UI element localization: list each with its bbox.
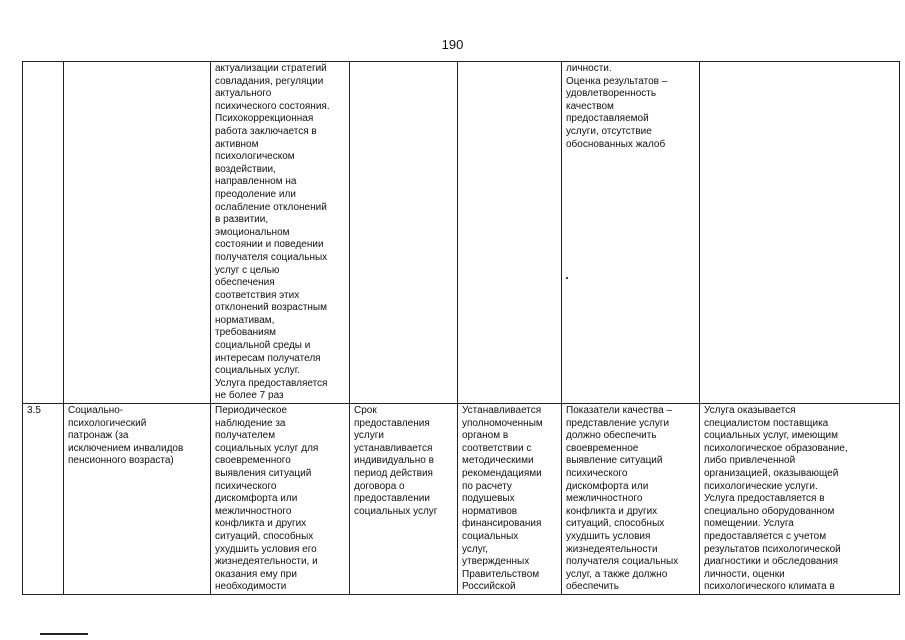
text-line: получателем (215, 430, 276, 442)
text-line: специально оборудованном (704, 505, 835, 517)
text-line: конфликта и других (215, 518, 307, 530)
service-number: 3.5 (27, 405, 41, 417)
text-line: услуг, (462, 543, 488, 555)
text-line: индивидуально в (354, 455, 434, 467)
text-line: своевременное (566, 442, 639, 454)
text-line: межличностного (215, 505, 292, 517)
text-line: дискомфорта или (566, 480, 649, 492)
text-line: социальных услуг (354, 505, 438, 517)
text-line: своевременного (215, 455, 291, 467)
text-line: Показатели качества – (566, 405, 673, 417)
text-line: договора о (354, 480, 405, 492)
cell-conditions (700, 62, 900, 404)
text-line: предоставляется с учетом (704, 530, 827, 542)
text-line: качеством (566, 100, 614, 112)
services-table (22, 61, 900, 595)
text-line: Услуга предоставляется в (704, 493, 825, 505)
text-line: психического состояния. (215, 100, 330, 112)
service-quality (566, 405, 696, 594)
text-line: воздействии, (215, 163, 276, 175)
service-content (215, 63, 346, 403)
text-line: активном (215, 138, 259, 150)
text-line: либо привлеченной (704, 455, 796, 467)
cell-content (211, 62, 350, 404)
text-line: услуг с целью (215, 264, 280, 276)
text-line: предоставления (354, 417, 430, 429)
text-line: не более 7 раз (215, 390, 284, 402)
text-line: обеспечить (566, 581, 619, 593)
text-line: услуги, отсутствие (566, 125, 652, 137)
text-line: Услуга предоставляется (215, 377, 328, 389)
text-line: психического (215, 480, 277, 492)
cell-content (211, 404, 350, 595)
cell-number (23, 62, 64, 404)
text-line: Услуга оказывается (704, 405, 796, 417)
text-line: ситуаций, способных (566, 518, 665, 530)
text-line: психологическом (215, 151, 295, 163)
text-line: конфликта и других (566, 505, 658, 517)
text-line: получателя социальных (215, 251, 328, 263)
text-line: Устанавливается (462, 405, 542, 417)
text-line: дискомфорта или (215, 493, 298, 505)
service-content (215, 405, 346, 594)
text-line: удовлетворенность (566, 88, 657, 100)
text-line: соответствии с (462, 442, 532, 454)
text-line: социальных услуг, имеющим (704, 430, 838, 442)
service-name (68, 405, 207, 468)
text-line: обоснованных жалоб (566, 138, 666, 150)
page-number: 190 (441, 37, 464, 52)
text-line: социальных услуг. (215, 365, 301, 377)
text-line: Оценка результатов – (566, 75, 668, 87)
service-term (354, 405, 454, 518)
text-line: психологические услуги. (704, 480, 818, 492)
text-line: психологического климата в (704, 581, 835, 593)
text-line: жизнедеятельности, и (215, 556, 318, 568)
text-line: актуального (215, 88, 272, 100)
service-norms (462, 405, 558, 594)
text-line: специалистом поставщика (704, 417, 829, 429)
text-line: результатов психологической (704, 543, 841, 555)
text-line: межличностного (566, 493, 643, 505)
text-line: наблюдение за (215, 417, 286, 429)
text-line: необходимости (215, 581, 287, 593)
text-line: Российской (462, 581, 516, 593)
text-line: нормативов (462, 505, 518, 517)
text-line: представление услуги (566, 417, 670, 429)
text-line: выявления ситуаций (215, 468, 312, 479)
text-line: ухудшить условия его (215, 543, 317, 555)
text-line: исключением инвалидов (68, 442, 184, 454)
text-line: Социально- (68, 405, 124, 417)
text-line: соответствия этих (215, 289, 300, 301)
text-line: помещении. Услуга (704, 518, 794, 530)
text-line: оказания ему при (215, 568, 297, 580)
service-quality (566, 63, 696, 151)
text-line: получателя социальных (566, 556, 679, 568)
text-line: социальных услуг для (215, 442, 319, 454)
text-line: ослабление отклонений (215, 201, 327, 213)
text-line: Срок (354, 405, 377, 417)
scan-speck (566, 277, 568, 279)
text-line: Периодическое (215, 405, 288, 417)
text-line: психологическое образование, (704, 442, 848, 454)
text-line: личности. (566, 63, 612, 74)
text-line: финансирования (462, 518, 542, 530)
text-line: психического (566, 468, 628, 479)
text-line: преодоление или (215, 188, 296, 200)
text-line: социальной среды и (215, 340, 311, 352)
text-line: личности, оценки (704, 568, 785, 580)
cell-name (64, 404, 211, 595)
text-line: интересам получателя (215, 352, 321, 364)
text-line: жизнедеятельности (566, 543, 658, 555)
text-line: пенсионного возраста) (68, 455, 174, 467)
text-line: предоставляемой (566, 113, 649, 125)
table-row (23, 404, 900, 595)
cell-name (64, 62, 211, 404)
service-conditions (704, 405, 896, 594)
cell-term (350, 404, 458, 595)
text-line: патронаж (за (68, 430, 129, 442)
text-line: эмоциональном (215, 226, 290, 238)
text-line: ухудшить условия (566, 530, 651, 542)
table-row (23, 62, 900, 404)
text-line: диагностики и обследования (704, 556, 839, 568)
text-line: отклонений возрастным (215, 302, 327, 314)
text-line: методическими (462, 455, 534, 467)
cell-norms (458, 404, 562, 595)
cell-norms (458, 62, 562, 404)
footnote-rule (40, 633, 88, 635)
text-line: в развитии, (215, 214, 269, 226)
text-line: подушевых (462, 493, 515, 505)
text-line: Правительством (462, 568, 540, 580)
text-line: ситуаций, способных (215, 530, 314, 542)
text-line: органом в (462, 430, 509, 442)
text-line: услуг, а также должно (566, 568, 668, 580)
text-line: утвержденных (462, 556, 530, 568)
text-line: период действия (354, 468, 433, 479)
text-line: организацией, оказывающей (704, 468, 839, 479)
text-line: актуализации стратегий (215, 63, 327, 74)
text-line: обеспечения (215, 277, 275, 289)
text-line: устанавливается (354, 442, 433, 454)
text-line: психологический (68, 417, 147, 429)
text-line: предоставлении (354, 493, 430, 505)
cell-term (350, 62, 458, 404)
text-line: состоянии и поведении (215, 239, 324, 251)
cell-number (23, 404, 64, 595)
text-line: требованиям (215, 327, 277, 339)
cell-quality (562, 62, 700, 404)
cell-conditions (700, 404, 900, 595)
text-line: услуги (354, 430, 384, 442)
text-line: рекомендациями (462, 468, 542, 479)
text-line: по расчету (462, 480, 512, 492)
text-line: направленном на (215, 176, 297, 188)
text-line: Психокоррекционная (215, 113, 314, 125)
text-line: уполномоченным (462, 417, 543, 429)
text-line: выявление ситуаций (566, 455, 663, 467)
text-line: совладания, регуляции (215, 75, 324, 87)
text-line: должно обеспечить (566, 430, 657, 442)
cell-quality (562, 404, 700, 595)
text-line: социальных (462, 530, 519, 542)
text-line: работа заключается в (215, 125, 317, 137)
text-line: нормативам, (215, 314, 275, 326)
